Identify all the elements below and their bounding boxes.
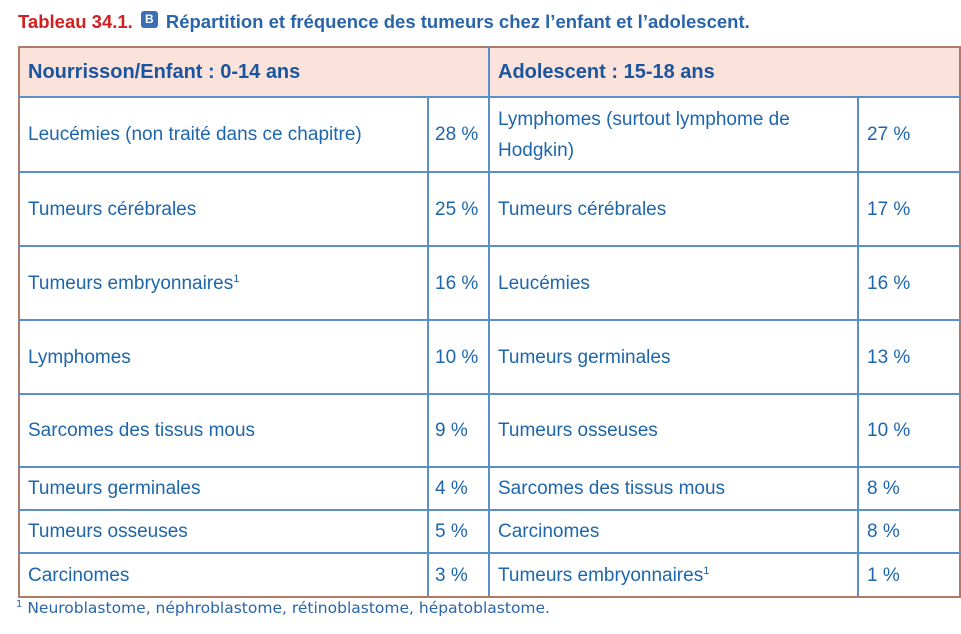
child-tumor-pct: 9 % [428, 394, 489, 467]
adolescent-tumor-label: Tumeurs germinales [489, 320, 858, 394]
child-tumor-label: Sarcomes des tissus mous [19, 394, 428, 467]
child-tumor-pct: 28 % [428, 97, 489, 172]
level-badge: B [141, 11, 158, 28]
header-row [19, 47, 960, 97]
adolescent-tumor-label: Tumeurs cérébrales [489, 172, 858, 246]
table-title: Répartition et fréquence des tumeurs chez l’enfant et l’adolescent. [165, 11, 750, 32]
footnote-marker: 1 [233, 272, 240, 285]
table-row [19, 510, 960, 553]
header-infant-child: Nourrisson/Enfant : 0-14 ans [19, 47, 489, 97]
table-footnote [16, 599, 550, 617]
table-row [19, 172, 960, 246]
footnote-marker: 1 [16, 599, 23, 610]
table-number: Tableau 34.1. [18, 11, 133, 32]
table-row [19, 394, 960, 467]
adolescent-tumor-pct: 1 % [858, 553, 960, 597]
footnote-text: Neuroblastome, néphroblastome, rétinoblastome, hépatoblastome. [27, 599, 550, 617]
child-tumor-pct: 10 % [428, 320, 489, 394]
child-tumor-label: Tumeurs cérébrales [19, 172, 428, 246]
adolescent-tumor-label: Lymphomes (surtout lymphome de Hodgkin) [489, 97, 858, 172]
adolescent-tumor-pct: 10 % [858, 394, 960, 467]
table-caption [18, 9, 750, 35]
adolescent-tumor-pct: 16 % [858, 246, 960, 320]
table-row [19, 467, 960, 510]
child-tumor-pct: 3 % [428, 553, 489, 597]
child-tumor-label [19, 246, 428, 320]
child-tumor-pct: 16 % [428, 246, 489, 320]
table-row [19, 320, 960, 394]
child-tumor-pct: 25 % [428, 172, 489, 246]
header-adolescent: Adolescent : 15-18 ans [489, 47, 960, 97]
adolescent-tumor-pct: 27 % [858, 97, 960, 172]
child-tumor-label: Lymphomes [19, 320, 428, 394]
adolescent-tumor-pct: 8 % [858, 510, 960, 553]
adolescent-tumor-label-text: Tumeurs embryonnaires [498, 564, 704, 586]
table-row [19, 246, 960, 320]
adolescent-tumor-pct: 8 % [858, 467, 960, 510]
adolescent-tumor-label: Carcinomes [489, 510, 858, 553]
child-tumor-pct: 5 % [428, 510, 489, 553]
adolescent-tumor-pct: 13 % [858, 320, 960, 394]
child-tumor-label: Tumeurs osseuses [19, 510, 428, 553]
child-tumor-label: Carcinomes [19, 553, 428, 597]
child-tumor-label: Tumeurs germinales [19, 467, 428, 510]
adolescent-tumor-label: Sarcomes des tissus mous [489, 467, 858, 510]
adolescent-tumor-pct: 17 % [858, 172, 960, 246]
footnote-marker: 1 [703, 564, 710, 577]
tumor-frequency-table [18, 46, 961, 598]
adolescent-tumor-label [489, 553, 858, 597]
child-tumor-label: Leucémies (non traité dans ce chapitre) [19, 97, 428, 172]
child-tumor-label-text: Tumeurs embryonnaires [28, 272, 234, 294]
child-tumor-pct: 4 % [428, 467, 489, 510]
table-row [19, 97, 960, 172]
adolescent-tumor-label: Leucémies [489, 246, 858, 320]
table-row [19, 553, 960, 597]
adolescent-tumor-label: Tumeurs osseuses [489, 394, 858, 467]
